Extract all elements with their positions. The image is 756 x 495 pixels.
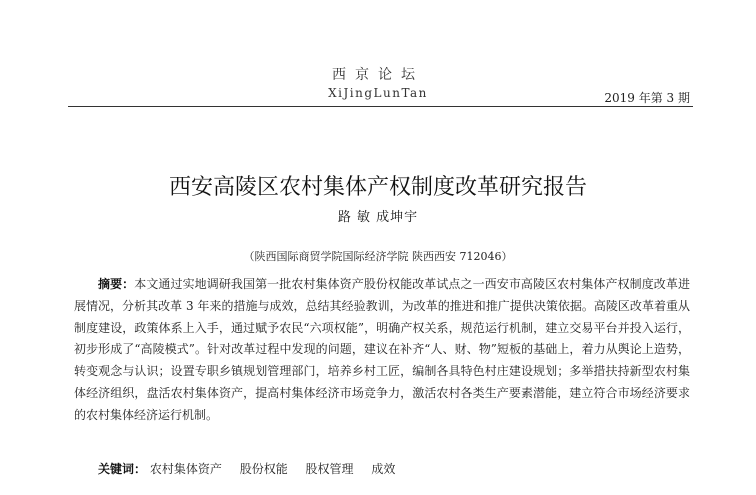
keyword-item: 股权管理	[305, 462, 354, 476]
author-affiliation: （陕西国际商贸学院国际经济学院 陕西西安 712046）	[243, 250, 513, 263]
keywords-label: 关键词：	[98, 462, 147, 476]
page-header	[0, 0, 756, 110]
keyword-item: 成效	[371, 462, 396, 476]
abstract-text: 本文通过实地调研我国第一批农村集体资产股份权能改革试点之一西安市高陵区农村集体产权制度改革进展情况，分析其改革 3 年来的措施与成效，总结其经验教训，为改革的推进和推广提供决策依据。高陵区改革着重从制度建设，政策体系上入手，通过赋予农民“六项权能”，明确产权关系，规范运行机制，建立交易平台并投入运行，初步形成了“高陵模式”。针对改革过程中发现的问题，建议在补齐“人、财、物”短板的基础上，着力从舆论上造势，转变观念与认识；设置专职乡镇规划管理部门，培养乡村工匠，编制各具特色村庄建设规划；多举措扶持新型农村集体经济组织，盘活农村集体资产，提高村集体经济市场竞争力，激活农村各类生产要素潜能，建立符合市场经济要求的农村集体经济运行机制。	[74, 277, 690, 422]
keywords	[98, 460, 409, 477]
issue-number: 2019 年第 3 期	[604, 91, 690, 105]
abstract-label: 摘要：	[98, 277, 135, 291]
keyword-item: 股份权能	[239, 462, 288, 476]
journal-name-pinyin: XiJingLunTan	[328, 86, 428, 100]
article-authors: 路 敏 成坤宇	[337, 210, 419, 225]
keyword-item: 农村集体资产	[149, 462, 222, 476]
article-title: 西安高陵区农村集体产权制度改革研究报告	[168, 175, 587, 200]
journal-name-chinese: 西京论坛	[332, 67, 424, 83]
header-divider	[68, 106, 693, 107]
abstract	[74, 274, 690, 427]
